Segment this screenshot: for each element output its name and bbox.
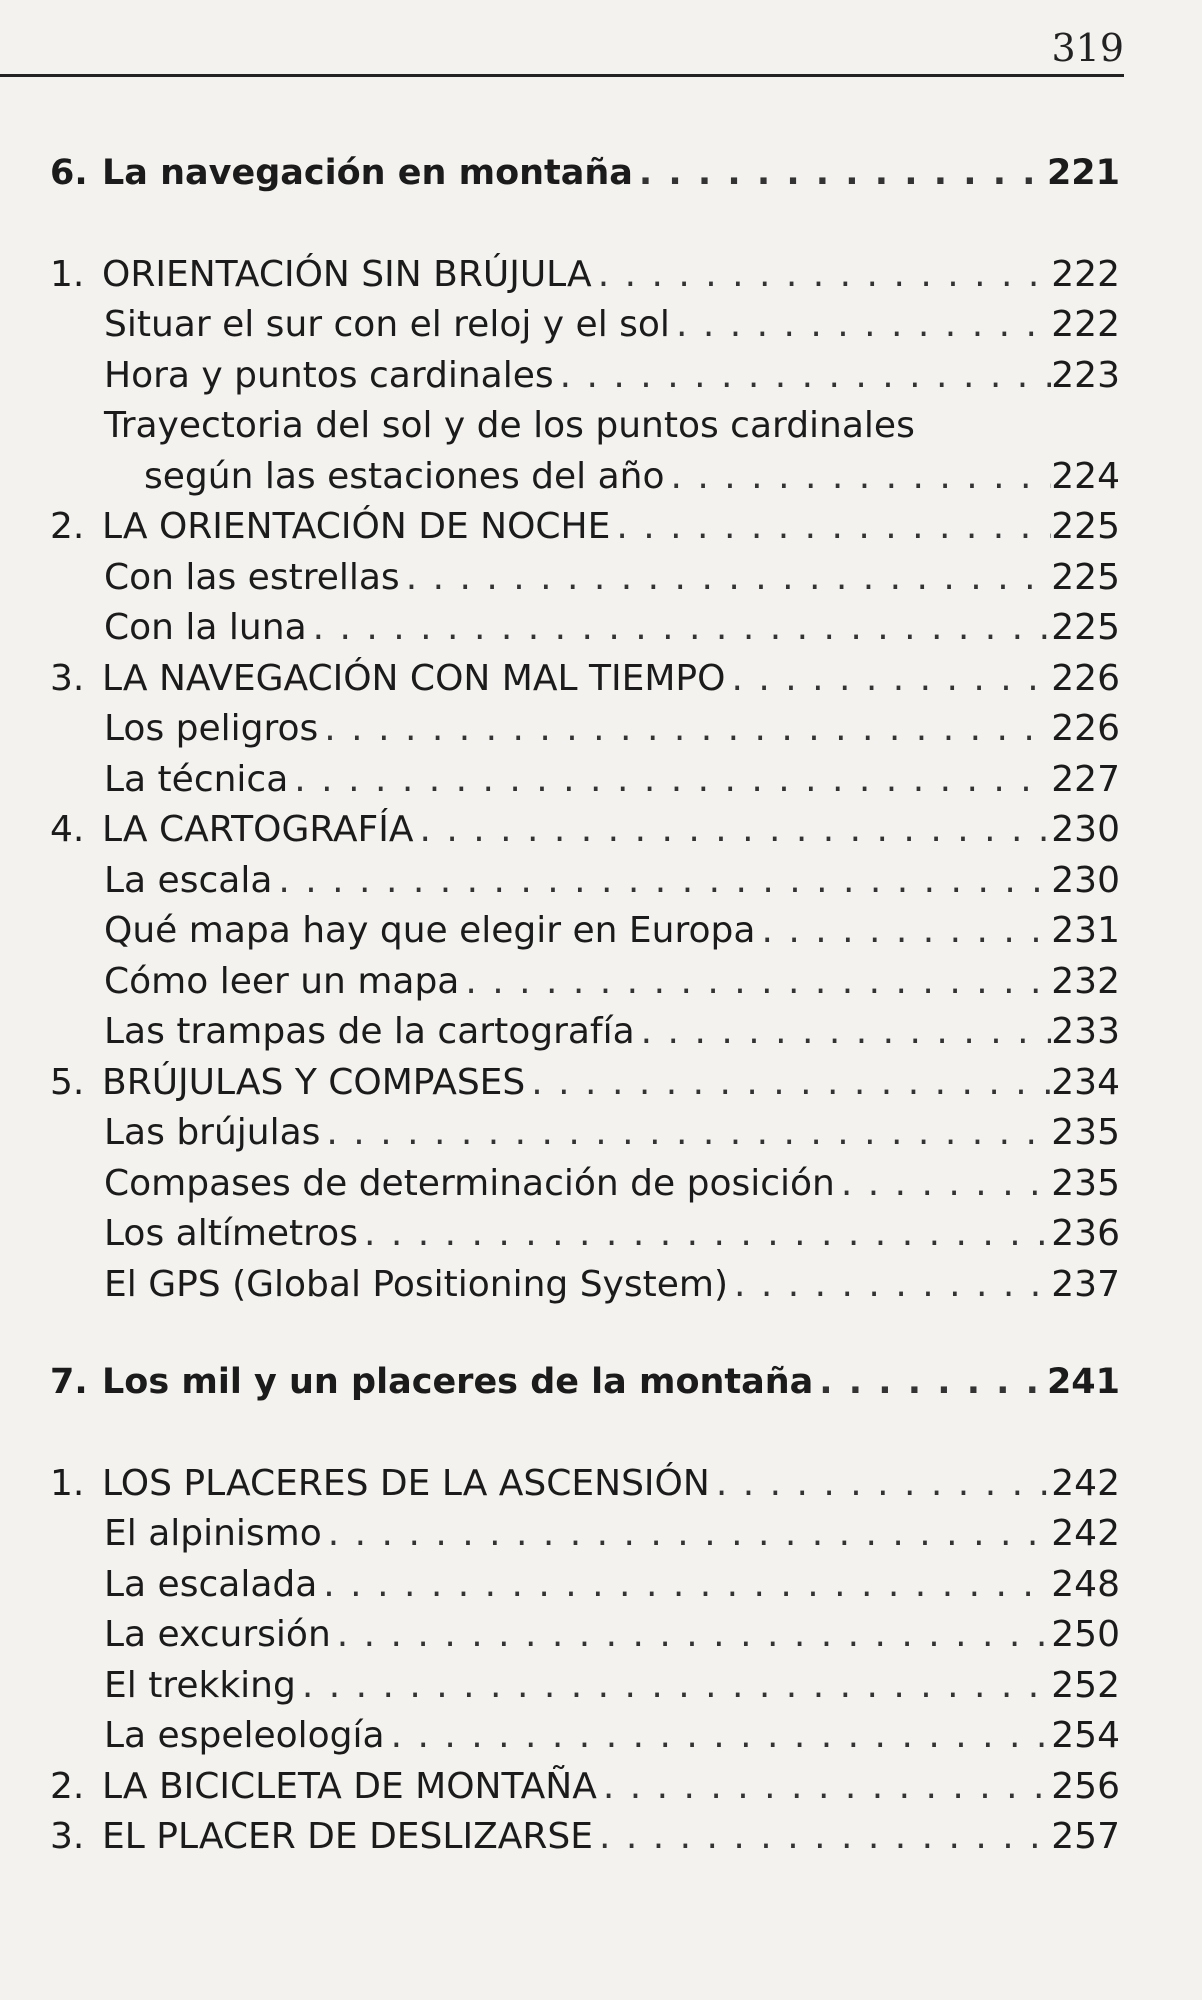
entry-page: 230 (1051, 809, 1120, 850)
section-number: 2. (50, 1765, 85, 1807)
entry-label: EL PLACER DE DESLIZARSE (102, 1816, 593, 1857)
toc-subentry[interactable] (50, 1715, 1120, 1766)
toc-subentry[interactable] (50, 708, 1120, 759)
leader-dots (835, 1163, 1051, 1204)
toc-subentry[interactable] (50, 1665, 1120, 1716)
leader-dots (272, 860, 1051, 901)
chapter-page: 241 (1046, 1362, 1120, 1402)
leader-dots (288, 759, 1051, 800)
table-of-contents (50, 153, 1120, 1867)
entry-page: 225 (1051, 506, 1120, 547)
entry-label: El GPS (Global Positioning System) (104, 1263, 728, 1305)
entry-page: 231 (1051, 910, 1120, 951)
entry-page: 234 (1051, 1061, 1120, 1103)
leader-dots (400, 557, 1052, 598)
entry-label: La excursión (104, 1614, 331, 1655)
leader-dots (459, 961, 1051, 1002)
chapter-number: 7. (50, 1362, 88, 1402)
entry-page: 227 (1051, 758, 1120, 800)
leader-dots (665, 456, 1052, 497)
entry-label: Con las estrellas (104, 556, 400, 598)
entry-label: según las estaciones del año (144, 455, 665, 497)
leader-dots (385, 1715, 1052, 1756)
toc-subentry[interactable] (50, 405, 1120, 456)
toc-subentry[interactable] (50, 860, 1120, 911)
entry-page: 235 (1051, 1162, 1120, 1204)
leader-dots (597, 1766, 1051, 1807)
leader-dots (318, 708, 1051, 749)
entry-page: 222 (1051, 304, 1120, 345)
entry-page: 226 (1051, 708, 1120, 749)
entry-page: 233 (1051, 1011, 1120, 1052)
entry-label: Las brújulas (104, 1112, 321, 1153)
section-number: 1. (50, 1462, 85, 1504)
toc-section-entry[interactable] (50, 658, 1120, 709)
section-number: 3. (50, 657, 85, 699)
entry-page: 230 (1051, 859, 1120, 901)
toc-subentry[interactable] (50, 1011, 1120, 1062)
toc-subentry-continuation[interactable] (50, 456, 1120, 507)
toc-section-entry[interactable] (50, 809, 1120, 860)
entry-label: Situar el sur con el reloj y el sol (104, 304, 670, 345)
entry-page: 232 (1051, 960, 1120, 1002)
chapter-6-heading[interactable] (50, 153, 1120, 204)
spacer (50, 1413, 1120, 1463)
chapter-page: 221 (1046, 153, 1120, 193)
section-number: 2. (50, 506, 85, 547)
leader-dots (413, 809, 1051, 850)
toc-subentry[interactable] (50, 1264, 1120, 1315)
entry-page: 225 (1051, 556, 1120, 598)
leader-dots (554, 355, 1052, 396)
chapter-7-entries (50, 1463, 1120, 1867)
entry-page: 235 (1051, 1112, 1120, 1153)
entry-label: Cómo leer un mapa (104, 960, 460, 1002)
chapter-6-entries (50, 254, 1120, 1315)
leader-dots (725, 658, 1051, 699)
entry-label: Hora y puntos cardinales (104, 354, 554, 396)
entry-label: Qué mapa hay que elegir en Europa (104, 910, 756, 951)
entry-page: 224 (1051, 455, 1120, 497)
toc-subentry[interactable] (50, 355, 1120, 406)
entry-label: Trayectoria del sol y de los puntos cardinales (104, 405, 915, 446)
entry-page: 242 (1051, 1462, 1120, 1504)
leader-dots (610, 506, 1051, 547)
entry-label: BRÚJULAS Y COMPASES (102, 1061, 526, 1103)
entry-page: 226 (1051, 657, 1120, 699)
toc-section-entry[interactable] (50, 1766, 1120, 1817)
leader-dots (813, 1362, 1047, 1402)
entry-label: LA CARTOGRAFÍA (102, 809, 414, 850)
leader-dots (592, 254, 1052, 295)
entry-label: Compases de determinación de posición (104, 1162, 835, 1204)
leader-dots (728, 1264, 1051, 1305)
entry-label: Las trampas de la cartografía (104, 1011, 635, 1052)
entry-page: 222 (1051, 253, 1120, 295)
chapter-7-heading[interactable] (50, 1362, 1120, 1413)
section-number: 4. (50, 809, 85, 850)
leader-dots (317, 1564, 1051, 1605)
entry-page: 223 (1051, 354, 1120, 396)
toc-subentry[interactable] (50, 1112, 1120, 1163)
spacer (50, 204, 1120, 254)
entry-label: LOS PLACERES DE LA ASCENSIÓN (102, 1462, 710, 1504)
toc-section-entry[interactable] (50, 506, 1120, 557)
leader-dots (358, 1213, 1051, 1254)
toc-subentry[interactable] (50, 1614, 1120, 1665)
entry-page: 250 (1051, 1614, 1120, 1655)
leader-dots (755, 910, 1051, 951)
entry-page: 242 (1051, 1513, 1120, 1554)
toc-subentry[interactable] (50, 557, 1120, 608)
leader-dots (322, 1513, 1052, 1554)
leader-dots (593, 1816, 1051, 1857)
section-number: 5. (50, 1061, 85, 1103)
entry-label: Los altímetros (104, 1213, 358, 1254)
toc-section-entry[interactable] (50, 1816, 1120, 1867)
toc-subentry[interactable] (50, 759, 1120, 810)
toc-section-entry[interactable] (50, 1463, 1120, 1514)
entry-label: ORIENTACIÓN SIN BRÚJULA (102, 253, 592, 295)
spacer (50, 1314, 1120, 1362)
toc-subentry[interactable] (50, 607, 1120, 658)
toc-subentry[interactable] (50, 1163, 1120, 1214)
toc-subentry[interactable] (50, 304, 1120, 355)
entry-page: 225 (1051, 607, 1120, 648)
leader-dots (296, 1665, 1051, 1706)
entry-page: 257 (1051, 1816, 1120, 1857)
header-rule (0, 74, 1124, 77)
toc-subentry[interactable] (50, 910, 1120, 961)
chapter-title: Los mil y un placeres de la montaña (102, 1362, 814, 1402)
leader-dots (670, 304, 1051, 345)
entry-page: 256 (1051, 1765, 1120, 1807)
toc-section-entry[interactable] (50, 254, 1120, 305)
entry-label: El alpinismo (104, 1513, 322, 1554)
toc-subentry[interactable] (50, 1564, 1120, 1615)
chapter-number: 6. (50, 153, 88, 193)
leader-dots (320, 1112, 1051, 1153)
entry-label: LA NAVEGACIÓN CON MAL TIEMPO (102, 657, 726, 699)
entry-label: La espeleología (104, 1715, 385, 1756)
entry-label: La técnica (104, 758, 289, 800)
entry-label: LA ORIENTACIÓN DE NOCHE (102, 506, 611, 547)
section-number: 3. (50, 1816, 85, 1857)
page-number: 319 (1051, 26, 1124, 70)
leader-dots (633, 153, 1047, 193)
toc-section-entry[interactable] (50, 1062, 1120, 1113)
entry-label: Los peligros (104, 708, 319, 749)
leader-dots (525, 1062, 1051, 1103)
entry-label: La escalada (104, 1563, 318, 1605)
section-number: 1. (50, 253, 85, 295)
leader-dots (307, 607, 1052, 648)
leader-dots (635, 1011, 1052, 1052)
entry-label: El trekking (104, 1664, 296, 1706)
toc-subentry[interactable] (50, 1513, 1120, 1564)
entry-page: 252 (1051, 1664, 1120, 1706)
entry-page: 236 (1051, 1213, 1120, 1254)
entry-label: LA BICICLETA DE MONTAÑA (102, 1765, 597, 1807)
entry-label: Con la luna (104, 607, 307, 648)
chapter-title: La navegación en montaña (102, 153, 633, 193)
toc-subentry[interactable] (50, 1213, 1120, 1264)
leader-dots (331, 1614, 1052, 1655)
entry-label: La escala (104, 859, 273, 901)
leader-dots (710, 1463, 1051, 1504)
entry-page: 254 (1051, 1715, 1120, 1756)
entry-page: 248 (1051, 1563, 1120, 1605)
toc-subentry[interactable] (50, 961, 1120, 1012)
entry-page: 237 (1051, 1263, 1120, 1305)
